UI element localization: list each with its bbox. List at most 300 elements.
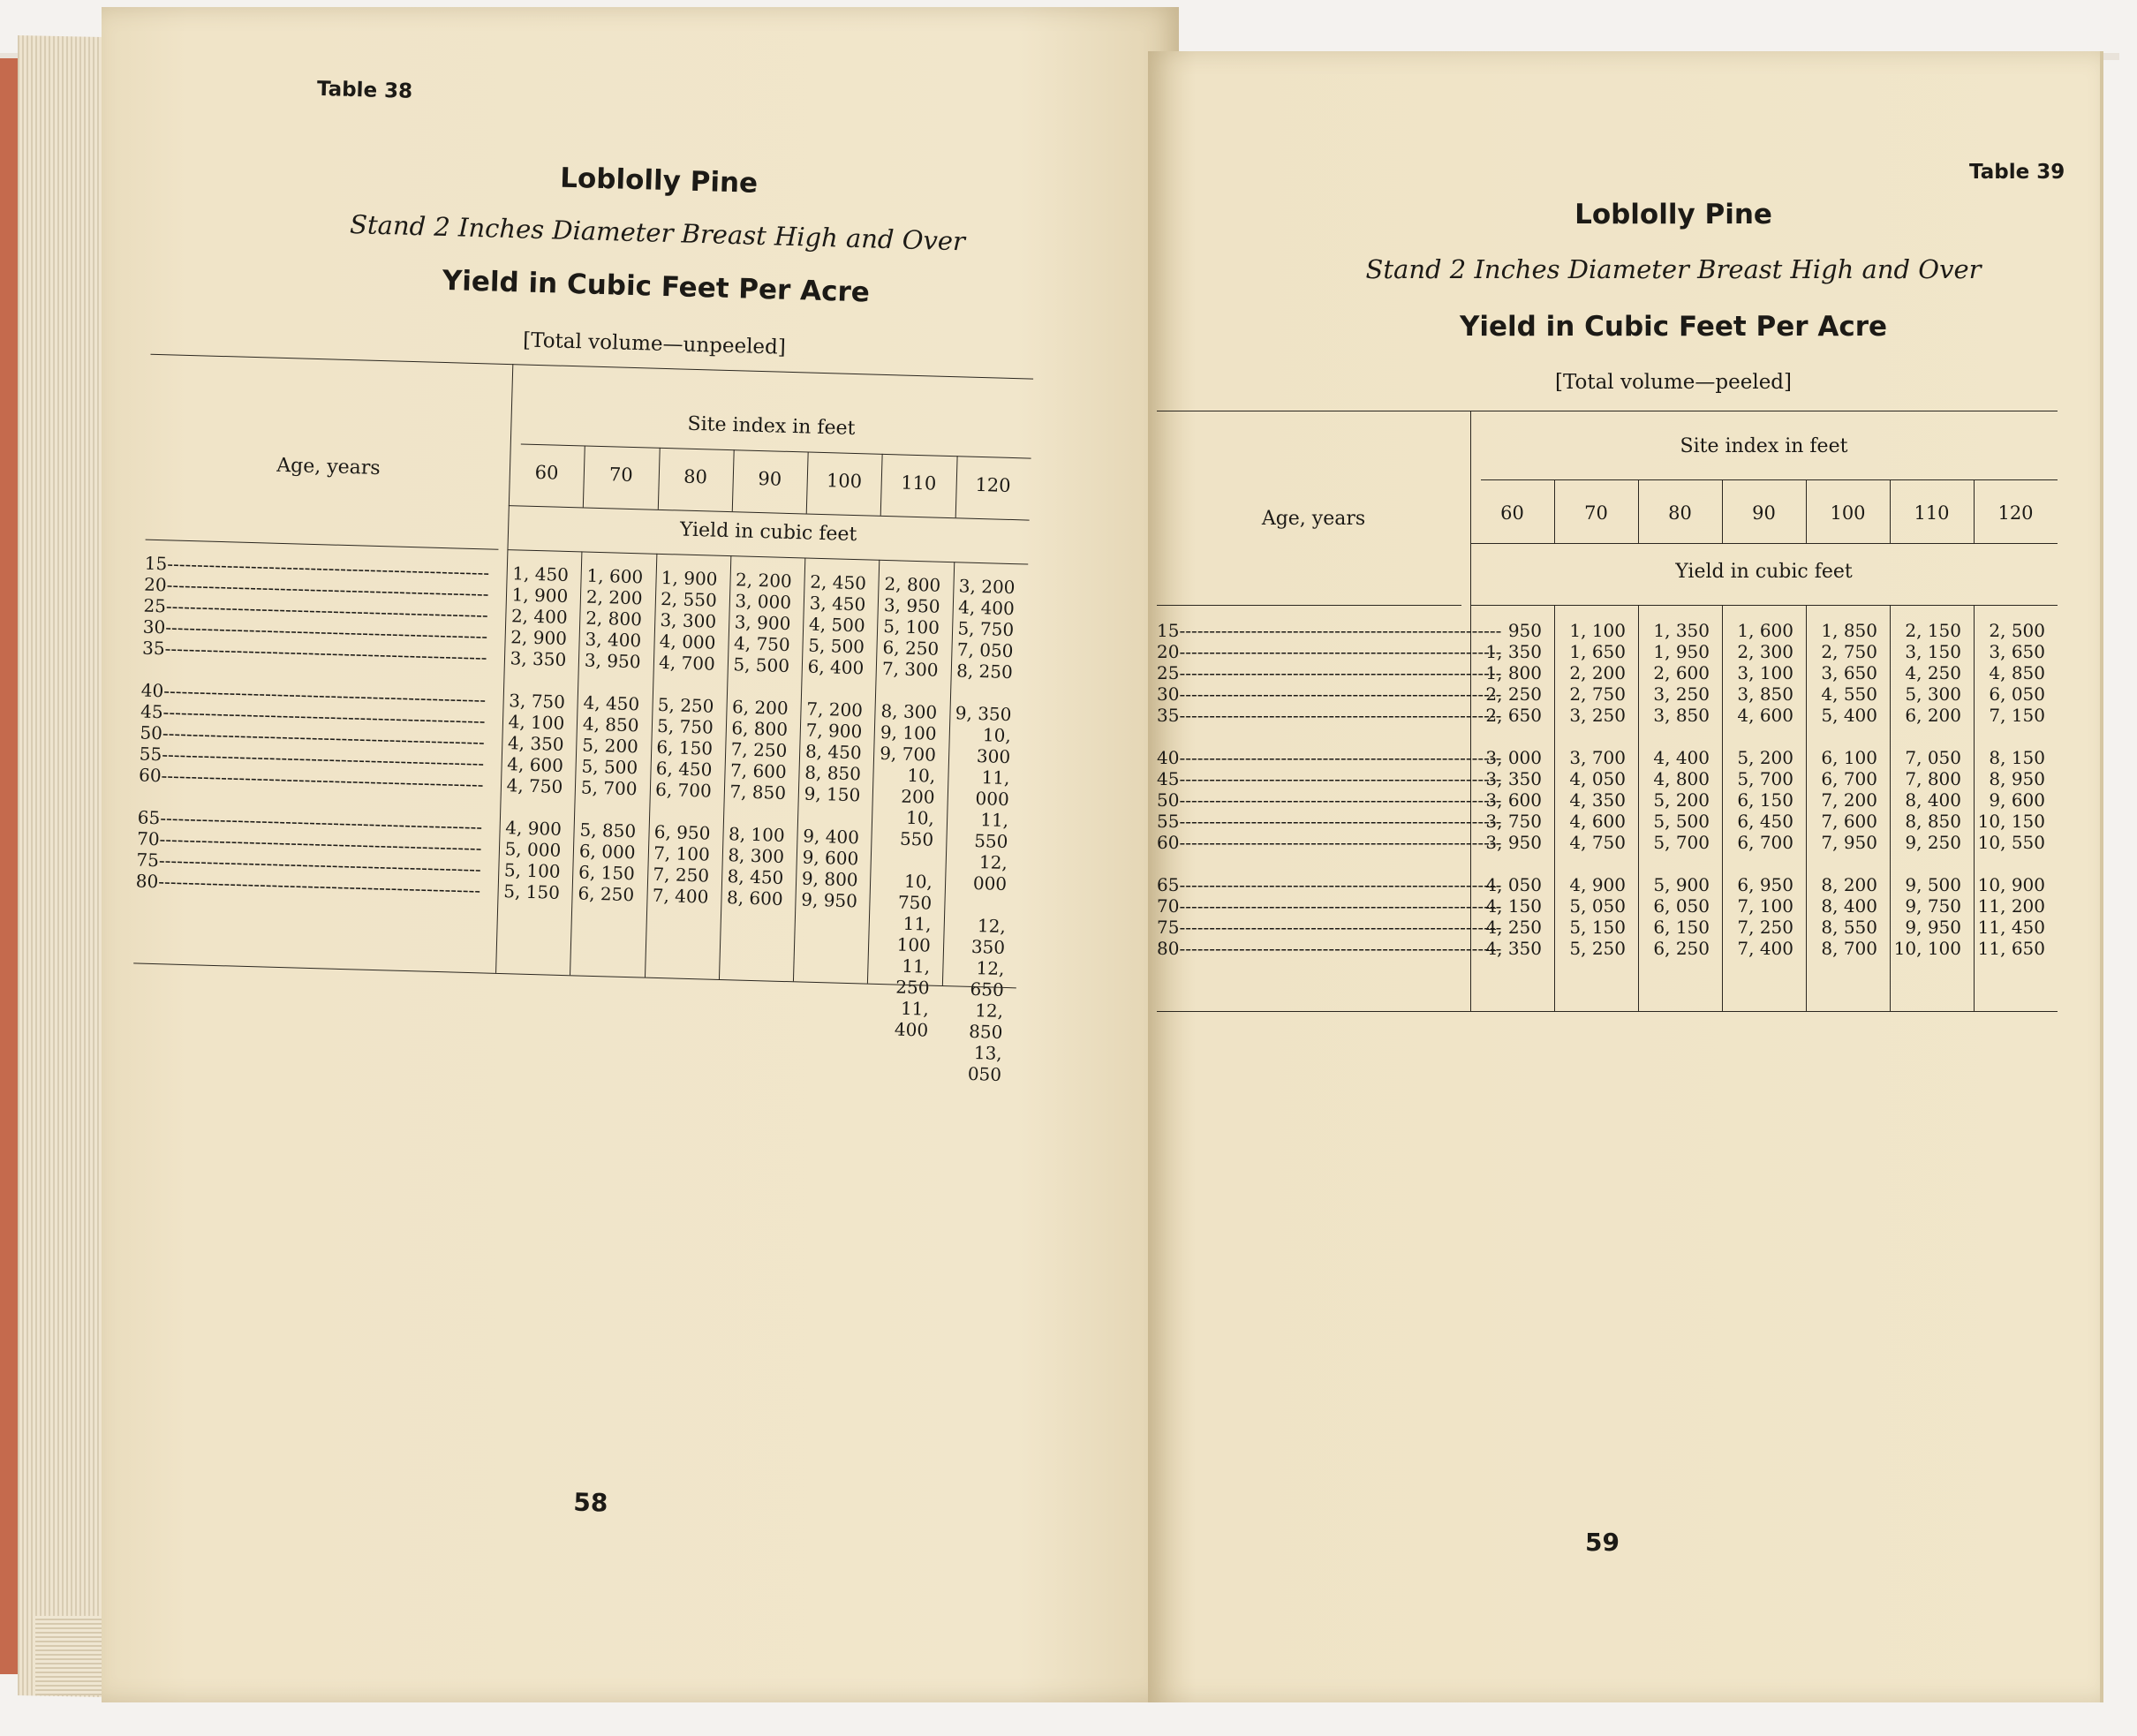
yield-cell: 4, 350 (507, 732, 564, 755)
yield-cell: 5, 150 (502, 880, 561, 903)
yield-cell: 8, 250 (955, 660, 1014, 683)
yield-cell: 4, 800 (1653, 768, 1710, 789)
yield-cell: 3, 400 (585, 628, 642, 652)
table-bottom-rule (1157, 1011, 2058, 1012)
yield-cell: 7, 050 (956, 638, 1014, 662)
yield-cell: 5, 900 (1653, 874, 1710, 895)
yield-group (872, 700, 938, 850)
yield-group (1806, 620, 1877, 726)
yield-cell: 5, 500 (1653, 811, 1710, 832)
yield-group (950, 575, 1016, 683)
yield-group (497, 817, 562, 903)
yield-header: Yield in cubic feet (679, 518, 857, 547)
yield-cell: 9, 700 (879, 742, 937, 766)
age-column (135, 553, 496, 923)
yield-cell: 2, 800 (585, 607, 643, 630)
yield-cell: 6, 150 (1653, 917, 1710, 938)
yield-group (646, 821, 711, 908)
table-number: Table 38 (316, 77, 413, 103)
site-index-60: 60 (534, 461, 559, 484)
age-row: 30------------------------------------------------------ (1157, 683, 1502, 705)
yield-cell: 8, 150 (1989, 747, 2045, 768)
yield-group (945, 702, 1012, 894)
yield-cell: 10, 200 (901, 764, 936, 808)
age-row: 60------------------------------------------------------ (1157, 832, 1502, 853)
yield-cell: 7, 600 (1821, 811, 1877, 832)
yield-group (653, 567, 718, 675)
yield-column-70 (1554, 620, 1626, 980)
yield-cell: 12, 850 (968, 1000, 1004, 1043)
yield-cell: 9, 400 (803, 825, 860, 849)
age-header: Age, years (1261, 508, 1366, 530)
yield-cell: 4, 750 (506, 774, 563, 797)
yield-cell: 11, 250 (895, 955, 931, 999)
yield-cell: 7, 900 (805, 719, 863, 743)
age-row: 40------------------------------------------------------ (140, 679, 487, 711)
yield-cell: 2, 550 (660, 587, 718, 611)
age-row: 25------------------------------------------------------ (1157, 662, 1502, 683)
age-row: 15------------------------------------------------------ (144, 552, 490, 584)
age-row: 65------------------------------------------------------ (1157, 874, 1502, 895)
yield-cell: 5, 400 (1821, 705, 1877, 726)
yield-cell: 2, 300 (1737, 641, 1793, 662)
yield-cell: 7, 200 (806, 698, 864, 721)
age-value: 80 (135, 870, 159, 893)
age-value: 15 (144, 552, 168, 575)
yield-group (1722, 620, 1793, 726)
yield-cell: 2, 650 (1485, 705, 1542, 726)
age-row: 55------------------------------------------------------ (139, 743, 485, 774)
yield-cell: 8, 550 (1821, 917, 1877, 938)
yield-cell: 6, 700 (1821, 768, 1877, 789)
age-value: 70 (1157, 895, 1180, 917)
yield-group (1806, 874, 1877, 959)
age-value: 45 (140, 700, 163, 723)
site-index-100: 100 (826, 470, 863, 493)
yield-cell: 11, 550 (973, 809, 1009, 853)
yield-cell: 2, 250 (1485, 683, 1542, 705)
yield-group (501, 690, 566, 797)
yield-column-110 (865, 573, 941, 1062)
yield-table (132, 354, 1183, 1085)
yield-cell: 5, 300 (1905, 683, 1961, 705)
yield-column-90 (720, 569, 792, 931)
site-index-90: 90 (758, 467, 782, 490)
yield-group (1722, 874, 1793, 959)
yield-cell: 3, 150 (1905, 641, 1961, 662)
age-row: 45------------------------------------------------------ (1157, 768, 1502, 789)
age-group (142, 553, 496, 668)
yield-column-110 (1890, 620, 1961, 980)
age-row: 80------------------------------------------------------ (135, 870, 481, 902)
yield-cell: 3, 250 (1569, 705, 1626, 726)
yield-cell: 12, 650 (970, 957, 1005, 1000)
age-value: 30 (1157, 683, 1180, 705)
yield-cell: 11, 450 (1977, 917, 2045, 938)
table-number: Table 39 (1969, 161, 2065, 184)
site-index-90: 90 (1752, 502, 1776, 524)
yield-cell: 8, 450 (727, 865, 784, 888)
age-row: 70------------------------------------------------------ (1157, 895, 1502, 917)
age-group (1157, 874, 1502, 959)
age-row: 75------------------------------------------------------ (1157, 917, 1502, 938)
yield-cell: 2, 200 (585, 585, 643, 609)
yield-cell: 5, 150 (1569, 917, 1626, 938)
yield-cell: 5, 050 (1569, 895, 1626, 917)
yield-cell: 6, 250 (578, 882, 635, 906)
yield-cell: 3, 450 (809, 592, 866, 615)
yield-cell: 7, 100 (653, 842, 711, 865)
age-value: 20 (1157, 641, 1180, 662)
yield-cell: 4, 450 (583, 691, 640, 715)
yield-cell: 3, 350 (1485, 768, 1542, 789)
yield-cell: 6, 450 (1737, 811, 1793, 832)
age-value: 35 (141, 637, 165, 660)
yield-cell: 10, 550 (899, 806, 935, 850)
yield-cell: 9, 150 (804, 782, 861, 806)
table-yield-title: Yield in Cubic Feet Per Acre (442, 264, 871, 309)
yield-cell: 7, 200 (1821, 789, 1877, 811)
yield-cell: 4, 850 (582, 713, 639, 736)
yield-cell: 6, 250 (1653, 938, 1710, 959)
age-value: 55 (1157, 811, 1180, 832)
yield-group (1470, 747, 1542, 853)
yield-cell: 4, 750 (733, 632, 791, 656)
yield-cell: 7, 250 (1737, 917, 1793, 938)
yield-cell: 3, 900 (734, 611, 791, 635)
site-index-header: Site index in feet (1680, 435, 1848, 457)
yield-cell: 11, 000 (975, 766, 1010, 811)
yield-cell: 10, 150 (1977, 811, 2045, 832)
yield-cell: 1, 900 (661, 566, 718, 590)
age-row: 20------------------------------------------------------ (143, 573, 489, 605)
yield-cell: 7, 250 (730, 738, 788, 762)
yield-cell: 3, 950 (883, 594, 940, 617)
site-index-120: 120 (1997, 502, 2034, 524)
age-row: 50------------------------------------------------------ (1157, 789, 1502, 811)
age-value: 50 (140, 721, 163, 744)
yield-cell: 4, 900 (504, 817, 563, 840)
age-value: 65 (137, 806, 161, 829)
yield-cell: 4, 600 (1569, 811, 1626, 832)
age-value: 75 (1157, 917, 1180, 938)
yield-cell: 7, 050 (1905, 747, 1961, 768)
yield-cell: 4, 400 (957, 596, 1016, 620)
age-row: 20------------------------------------------------------ (1157, 641, 1502, 662)
age-value: 25 (143, 594, 167, 617)
yield-cell: 950 (1507, 620, 1542, 641)
yield-cell: 6, 700 (1737, 832, 1793, 853)
yield-group (578, 564, 644, 672)
yield-group (1470, 620, 1542, 726)
age-value: 40 (140, 679, 164, 702)
yield-group (723, 696, 789, 804)
yield-cell: 9, 600 (1989, 789, 2045, 811)
yield-cell: 9, 100 (880, 721, 937, 744)
yield-group (1638, 620, 1710, 726)
yield-cell: 9, 750 (1905, 895, 1961, 917)
yield-cell: 3, 950 (584, 649, 641, 673)
yield-cell: 4, 850 (1989, 662, 2045, 683)
yield-cell: 4, 250 (1485, 917, 1542, 938)
yield-cell: 2, 600 (1653, 662, 1710, 683)
age-value: 25 (1157, 662, 1180, 683)
yield-cell: 2, 150 (1905, 620, 1961, 641)
yield-cell: 3, 950 (1485, 832, 1542, 853)
yield-group (504, 562, 570, 670)
site-index-110: 110 (900, 472, 937, 494)
yield-group (802, 570, 867, 678)
yield-cell: 7, 150 (1989, 705, 2045, 726)
yield-group (649, 694, 714, 802)
yield-group (1974, 874, 2045, 959)
age-row: 70------------------------------------------------------ (136, 827, 482, 859)
yield-table (1157, 411, 2058, 1179)
yield-group (1890, 620, 1961, 726)
table-note: [Total volume—peeled] (1554, 371, 1793, 394)
yield-cell: 5, 250 (1569, 938, 1626, 959)
yield-cell: 6, 450 (655, 757, 713, 781)
yield-cell: 2, 800 (884, 573, 941, 596)
column-divider (1722, 479, 1723, 543)
column-divider (1638, 479, 1639, 543)
age-row: 55------------------------------------------------------ (1157, 811, 1502, 832)
yield-cell: 2, 900 (510, 626, 568, 649)
table-title: Loblolly Pine (559, 162, 759, 200)
age-group (139, 680, 493, 796)
left-page-content (101, 53, 1192, 1518)
yield-cell: 7, 300 (881, 657, 939, 681)
yield-cell: 4, 100 (508, 711, 565, 734)
yield-cell: 6, 700 (654, 778, 713, 802)
age-value: 15 (1157, 620, 1180, 641)
yield-cell: 5, 000 (504, 838, 562, 861)
yield-column-70 (571, 564, 644, 926)
yield-group (1806, 747, 1877, 853)
yield-cell: 3, 650 (1821, 662, 1877, 683)
age-header: Age, years (276, 454, 381, 480)
age-row: 50------------------------------------------------------ (140, 721, 486, 753)
yield-group (1554, 620, 1626, 726)
yield-cell: 11, 200 (1977, 895, 2045, 917)
yield-cell: 6, 200 (731, 696, 789, 720)
yield-group (1554, 874, 1626, 959)
age-value: 65 (1157, 874, 1180, 895)
yield-cell: 10, 900 (1977, 874, 2045, 895)
yield-cell: 7, 800 (1905, 768, 1961, 789)
yield-group (798, 698, 864, 805)
yield-group (1890, 874, 1961, 959)
age-group (1157, 747, 1502, 853)
yield-cell: 3, 350 (510, 647, 567, 670)
age-value: 45 (1157, 768, 1180, 789)
table-subtitle: Stand 2 Inches Diameter Breast High and Over (1365, 254, 1982, 284)
age-row: 75------------------------------------------------------ (136, 849, 482, 880)
yield-group (1638, 747, 1710, 853)
yield-cell: 1, 900 (511, 584, 569, 608)
yield-cell: 4, 400 (1653, 747, 1710, 768)
yield-header: Yield in cubic feet (1675, 561, 1853, 583)
yield-cell: 5, 750 (656, 714, 714, 738)
yield-cell: 4, 250 (1905, 662, 1961, 683)
age-row: 60------------------------------------------------------ (138, 764, 484, 796)
age-row: 45------------------------------------------------------ (140, 700, 486, 732)
yield-cell: 1, 950 (1653, 641, 1710, 662)
yield-cell: 8, 400 (1905, 789, 1961, 811)
site-index-110: 110 (1914, 502, 1950, 524)
yield-cell: 6, 150 (656, 736, 714, 759)
yield-cell: 10, 100 (1893, 938, 1961, 959)
table-title: Loblolly Pine (1574, 199, 1772, 230)
age-value: 75 (136, 849, 160, 872)
yield-cell: 4, 000 (659, 630, 716, 653)
table-note: [Total volume—unpeeled] (522, 328, 787, 359)
yield-cell: 3, 600 (1485, 789, 1542, 811)
yield-cell: 3, 000 (1485, 747, 1542, 768)
yield-cell: 6, 150 (578, 861, 636, 885)
page-number: 59 (1585, 1528, 1620, 1557)
yield-cell: 1, 100 (1569, 620, 1626, 641)
yield-cell: 5, 850 (579, 819, 637, 842)
yield-cell: 7, 100 (1737, 895, 1793, 917)
yield-cell: 5, 700 (580, 776, 638, 800)
yield-cell: 7, 400 (652, 884, 709, 908)
yield-cell: 1, 650 (1569, 641, 1626, 662)
yield-column-60 (1470, 620, 1542, 980)
yield-cell: 6, 950 (1737, 874, 1793, 895)
yield-cell: 6, 000 (578, 840, 636, 864)
yield-cell: 3, 250 (1653, 683, 1710, 705)
table-yield-title: Yield in Cubic Feet Per Acre (1459, 311, 1888, 343)
yield-cell: 6, 200 (1905, 705, 1961, 726)
yield-group (575, 691, 640, 799)
yield-cell: 5, 700 (1737, 768, 1793, 789)
age-value: 70 (136, 827, 160, 850)
yield-cell: 1, 450 (512, 562, 570, 586)
age-row: 25------------------------------------------------------ (143, 594, 489, 626)
yield-group (572, 819, 637, 905)
yield-cell: 2, 200 (735, 569, 793, 593)
yield-cell: 6, 050 (1989, 683, 2045, 705)
age-row: 15------------------------------------------------------ (1157, 620, 1502, 641)
age-row: 65------------------------------------------------------ (137, 806, 483, 838)
age-row: 35------------------------------------------------------ (1157, 705, 1502, 726)
yield-cell: 5, 200 (581, 734, 639, 758)
yield-cell: 8, 100 (728, 823, 786, 846)
yield-cell: 11, 650 (1977, 938, 2045, 959)
site-index-rule (1481, 479, 2058, 480)
yield-cell: 4, 600 (507, 753, 564, 776)
yield-group (1470, 874, 1542, 959)
yield-cell: 4, 900 (1569, 874, 1626, 895)
yield-cell: 7, 950 (1821, 832, 1877, 853)
yield-cell: 8, 700 (1821, 938, 1877, 959)
yield-cell: 10, 300 (976, 724, 1012, 768)
yield-cell: 3, 850 (1653, 705, 1710, 726)
page-number: 58 (572, 1487, 608, 1518)
yield-cell: 3, 850 (1737, 683, 1793, 705)
yield-cell: 9, 800 (801, 867, 858, 891)
site-index-80: 80 (1668, 502, 1692, 524)
yield-cell: 7, 250 (653, 863, 710, 887)
yield-cell: 2, 750 (1569, 683, 1626, 705)
yield-cell: 8, 400 (1821, 895, 1877, 917)
yield-cell: 5, 100 (882, 615, 940, 638)
yield-cell: 4, 700 (658, 651, 716, 675)
yield-cell: 5, 700 (1653, 832, 1710, 853)
yield-cell: 4, 600 (1737, 705, 1793, 726)
yield-cell: 11, 400 (894, 997, 930, 1041)
yield-cell: 2, 400 (510, 605, 568, 628)
yield-cell: 1, 350 (1653, 620, 1710, 641)
column-divider (1806, 479, 1807, 543)
yield-cell: 3, 300 (660, 608, 717, 632)
yield-cell: 1, 850 (1821, 620, 1877, 641)
column-header-rule (1470, 543, 2058, 544)
yield-cell: 4, 350 (1485, 938, 1542, 959)
yield-cell: 8, 200 (1821, 874, 1877, 895)
yield-cell: 12, 350 (970, 915, 1007, 958)
site-index-header: Site index in feet (687, 412, 856, 441)
yield-cell: 6, 250 (882, 636, 940, 660)
age-row: 80------------------------------------------------------ (1157, 938, 1502, 959)
yield-group (1638, 874, 1710, 959)
yield-group (795, 825, 859, 911)
yield-cell: 2, 750 (1821, 641, 1877, 662)
yield-group (1722, 747, 1793, 853)
yield-cell: 8, 450 (804, 740, 862, 764)
yield-column-60 (497, 562, 570, 925)
yield-cell: 1, 350 (1485, 641, 1542, 662)
yield-cell: 8, 950 (1989, 768, 2045, 789)
yield-cell: 6, 800 (731, 717, 789, 741)
yield-cell: 7, 400 (1737, 938, 1793, 959)
yield-cell: 1, 600 (1737, 620, 1793, 641)
yield-cell: 8, 850 (1905, 811, 1961, 832)
age-value: 30 (142, 615, 166, 638)
yield-cell: 13, 050 (967, 1042, 1003, 1085)
yield-cell: 3, 750 (509, 690, 566, 713)
yield-cell: 1, 600 (586, 564, 644, 588)
site-index-70: 70 (608, 464, 633, 487)
yield-cell: 5, 250 (657, 693, 714, 717)
yield-group (876, 573, 941, 681)
yield-group (727, 569, 792, 676)
table-subtitle: Stand 2 Inches Diameter Breast High and Over (349, 208, 966, 257)
yield-cell: 8, 300 (728, 844, 785, 867)
yield-cell: 8, 600 (726, 887, 783, 910)
yield-cell: 9, 600 (802, 846, 859, 870)
yield-cell: 7, 600 (729, 759, 788, 782)
yield-cell: 3, 650 (1989, 641, 2045, 662)
yield-cell: 5, 500 (733, 653, 790, 677)
yield-cell: 4, 050 (1485, 874, 1542, 895)
yield-group (1554, 747, 1626, 853)
yield-group (721, 823, 785, 910)
site-index-80: 80 (683, 465, 708, 488)
yield-cell: 5, 200 (1653, 789, 1710, 811)
yield-group (1974, 620, 2045, 726)
yield-column-80 (1638, 620, 1710, 980)
yield-cell: 5, 750 (957, 617, 1015, 641)
yield-group (939, 914, 1006, 1085)
yield-cell: 5, 100 (503, 859, 561, 882)
yield-cell: 1, 800 (1485, 662, 1542, 683)
age-value: 60 (138, 764, 162, 787)
yield-cell: 6, 100 (1821, 747, 1877, 768)
yield-cell: 2, 500 (1989, 620, 2045, 641)
yield-column-120 (939, 575, 1016, 1106)
